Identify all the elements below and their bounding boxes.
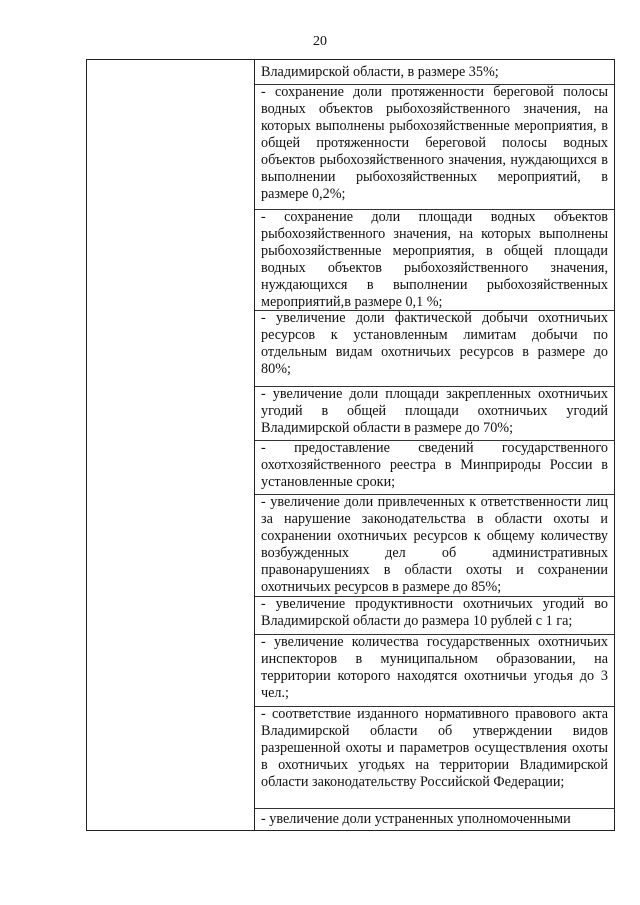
table-row: - предоставление сведений государственного охотхозяйственного реестра в Минприроды России в установленные сроки; bbox=[261, 440, 608, 490]
right-column bbox=[255, 60, 614, 830]
table-row: - увеличение количества государственных охотничьих инспекторов в муниципальном образовании, на территории которого находятся охотничьи угодья до 3 чел.; bbox=[261, 634, 608, 701]
row-divider bbox=[255, 808, 614, 809]
table-row: - увеличение доли фактической добычи охотничьих ресурсов к установленным лимитам добычи по отдельным видам охотничьих ресурсов в размере до 80%; bbox=[261, 310, 608, 377]
table-row: - соответствие изданного нормативного правового акта Владимирской области об утверждении видов разрешенной охоты и параметров осуществления охоты в охотничьих угодьях на территории Владимирской области законодательству Российской Федерации; bbox=[261, 706, 608, 790]
table-row: - увеличение доли привлеченных к ответственности лиц за нарушение законодательства в области охоты и сохранении охотничьих ресурсов к общему количеству возбужденных дел об административных правонарушениях в области охоты и сохранении охотничьих ресурсов в размере до 85%; bbox=[261, 494, 608, 595]
table-row: Владимирской области, в размере 35%; bbox=[261, 64, 499, 80]
table-row: - увеличение продуктивности охотничьих угодий во Владимирской области до размера 10 рублей с 1 га; bbox=[261, 596, 608, 629]
document-table bbox=[86, 59, 615, 831]
table-row: - увеличение доли устраненных уполномоченными bbox=[261, 811, 571, 827]
table-row: - сохранение доли протяженности береговой полосы водных объектов рыбохозяйственного значения, на которых выполнены рыбохозяйственные мероприятия, в общей протяженности береговой полосы водных объектов рыбохозяйственного значения, нуждающихся в выполнении рыбохозяйственных мероприятий, в размере 0,2%; bbox=[261, 84, 608, 202]
table-row: - сохранение доли площади водных объектов рыбохозяйственного значения, на которых выполнены рыбохозяйственные мероприятия, в общей площади водных объектов рыбохозяйственного значения, нуждающихся в выполнении рыбохозяйственных мероприятий,в размере 0,1 %; bbox=[261, 209, 608, 310]
page-number: 20 bbox=[313, 34, 327, 49]
table-row: - увеличение доли площади закрепленных охотничьих угодий в общей площади охотничьих угодий Владимирской области в размере до 70%; bbox=[261, 386, 608, 436]
